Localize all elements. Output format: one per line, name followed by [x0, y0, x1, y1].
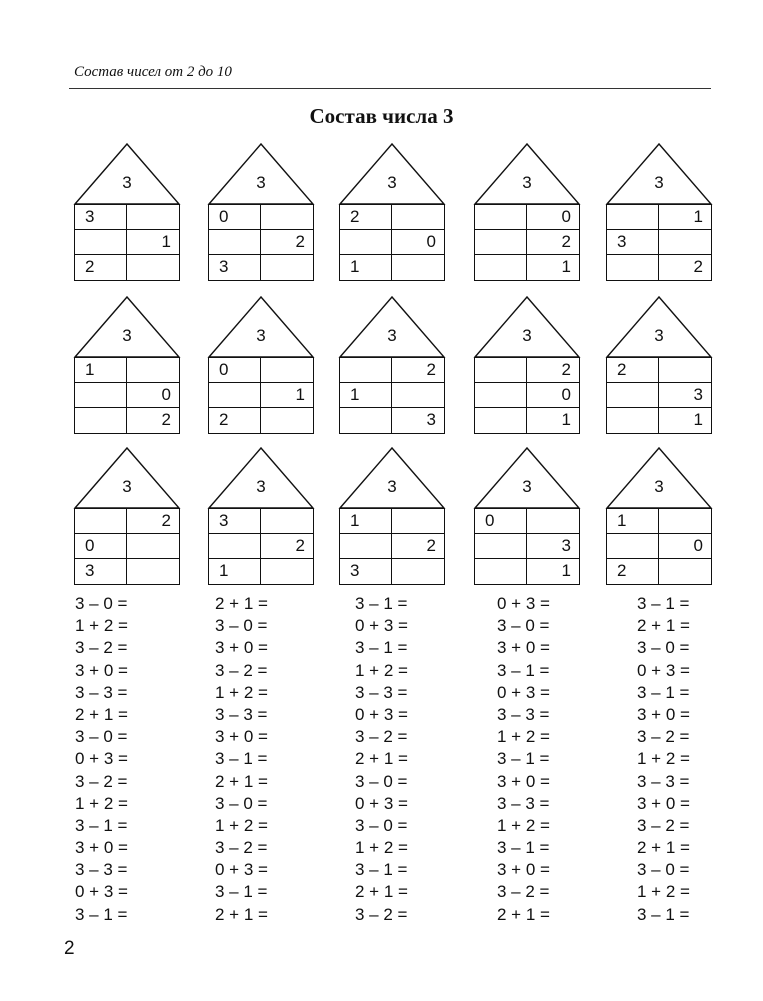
cell-value: 0	[561, 207, 571, 226]
exercise-item: 3 – 1 =	[75, 815, 128, 835]
house-cell-right[interactable]	[127, 230, 179, 255]
house-cell-left[interactable]	[475, 559, 527, 584]
exercise-item: 3 – 3 =	[497, 704, 550, 724]
exercise-item: 2 + 1 =	[215, 904, 268, 924]
house-cell-right[interactable]	[261, 205, 313, 230]
house-floors	[339, 508, 445, 585]
exercise-item: 3 – 0 =	[355, 771, 408, 791]
house	[606, 296, 712, 432]
house-cell-left[interactable]	[209, 230, 261, 255]
house-cell-left[interactable]	[607, 255, 659, 280]
house-cell-left[interactable]	[607, 509, 659, 534]
house-cell-left[interactable]	[340, 509, 392, 534]
house-cell-right[interactable]	[127, 408, 179, 433]
exercise-item: 3 – 0 =	[75, 727, 128, 747]
cell-value: 2	[350, 207, 360, 226]
exercise-item: 0 + 3 =	[215, 860, 268, 880]
exercise-item: 1 + 2 =	[637, 882, 690, 902]
exercise-item: 1 + 2 =	[637, 749, 690, 769]
house-cell-right[interactable]	[392, 509, 444, 534]
house-cell-right[interactable]	[127, 358, 179, 383]
exercise-item: 2 + 1 =	[355, 882, 408, 902]
house-floors	[606, 508, 712, 585]
cell-value: 1	[295, 385, 305, 404]
house-cell-left[interactable]	[475, 383, 527, 408]
cell-value: 0	[693, 536, 703, 555]
cell-value: 2	[219, 410, 229, 429]
house-cell-right[interactable]	[527, 230, 579, 255]
cell-value: 1	[85, 360, 95, 379]
house-cell-right[interactable]	[392, 383, 444, 408]
house-cell-right[interactable]	[659, 358, 711, 383]
house	[606, 143, 712, 279]
cell-value: 3	[693, 385, 703, 404]
house-cell-right[interactable]	[261, 534, 313, 559]
exercise-item: 1 + 2 =	[497, 727, 550, 747]
house-cell-right[interactable]	[527, 559, 579, 584]
house-cell-left[interactable]	[209, 383, 261, 408]
cell-value: 2	[161, 511, 171, 530]
exercise-item: 3 – 1 =	[75, 904, 128, 924]
exercise-item: 3 – 2 =	[215, 838, 268, 858]
house-cell-left[interactable]	[607, 408, 659, 433]
house-floors	[474, 204, 580, 281]
house-cell-right[interactable]	[659, 383, 711, 408]
page-number: 2	[64, 938, 75, 959]
house-cell-left[interactable]	[75, 509, 127, 534]
roof-number: 3	[256, 326, 266, 345]
house-cell-right[interactable]	[127, 205, 179, 230]
exercise-item: 3 – 0 =	[355, 815, 408, 835]
running-header: Состав чисел от 2 до 10	[74, 64, 232, 80]
house-cell-left[interactable]	[75, 408, 127, 433]
cell-value: 1	[693, 207, 703, 226]
exercise-item: 0 + 3 =	[355, 704, 408, 724]
exercise-item: 2 + 1 =	[637, 838, 690, 858]
exercise-item: 3 + 0 =	[497, 771, 550, 791]
exercise-item: 3 – 3 =	[355, 682, 408, 702]
cell-value: 1	[561, 257, 571, 276]
house-cell-right[interactable]	[527, 534, 579, 559]
exercise-item: 3 – 3 =	[497, 793, 550, 813]
exercise-item: 0 + 3 =	[497, 594, 550, 613]
house-cell-left[interactable]	[607, 358, 659, 383]
exercise-item: 0 + 3 =	[75, 882, 128, 902]
exercise-item: 2 + 1 =	[215, 594, 268, 613]
exercise-item: 2 + 1 =	[355, 749, 408, 769]
house-cell-right[interactable]	[659, 408, 711, 433]
cell-value: 0	[219, 360, 229, 379]
house-cell-right[interactable]	[127, 509, 179, 534]
roof-number: 3	[387, 477, 397, 496]
house-cell-right[interactable]	[127, 383, 179, 408]
exercise-item: 0 + 3 =	[497, 682, 550, 702]
cell-value: 3	[85, 207, 95, 226]
house-cell-right[interactable]	[127, 559, 179, 584]
house-cell-right[interactable]	[392, 230, 444, 255]
roof-number: 3	[522, 173, 532, 192]
roof-number: 3	[522, 477, 532, 496]
house-cell-left[interactable]	[475, 205, 527, 230]
cell-value: 3	[561, 536, 571, 555]
cell-value: 2	[561, 360, 571, 379]
cell-value: 2	[295, 232, 305, 251]
exercise-item: 3 – 2 =	[355, 904, 408, 924]
cell-value: 1	[561, 561, 571, 580]
house-cell-left[interactable]	[607, 383, 659, 408]
house-cell-left[interactable]	[209, 358, 261, 383]
house	[339, 447, 445, 583]
exercise-item: 2 + 1 =	[497, 904, 550, 924]
house-floors	[208, 357, 314, 434]
exercise-item: 1 + 2 =	[75, 793, 128, 813]
exercise-item: 3 – 1 =	[637, 682, 690, 702]
cell-value: 2	[426, 536, 436, 555]
house-cell-right[interactable]	[127, 255, 179, 280]
house-cell-right[interactable]	[261, 509, 313, 534]
house-cell-right[interactable]	[527, 255, 579, 280]
house-cell-left[interactable]	[209, 509, 261, 534]
exercise-item: 3 – 0 =	[75, 594, 128, 613]
cell-value: 2	[426, 360, 436, 379]
exercise-item: 3 – 1 =	[215, 882, 268, 902]
exercise-item: 3 – 1 =	[355, 638, 408, 658]
house	[74, 296, 180, 432]
house-cell-left[interactable]	[340, 255, 392, 280]
exercise-item: 1 + 2 =	[75, 616, 128, 636]
house-cell-left[interactable]	[209, 255, 261, 280]
exercise-item: 3 – 3 =	[637, 771, 690, 791]
house-cell-right[interactable]	[659, 534, 711, 559]
cell-value: 3	[85, 561, 95, 580]
house-cell-left[interactable]	[340, 408, 392, 433]
cell-value: 3	[426, 410, 436, 429]
house-floors	[606, 204, 712, 281]
cell-value: 1	[561, 410, 571, 429]
roof-number: 3	[387, 173, 397, 192]
house-cell-left[interactable]	[209, 534, 261, 559]
house-cell-left[interactable]	[475, 509, 527, 534]
cell-value: 0	[161, 385, 171, 404]
house-cell-right[interactable]	[261, 408, 313, 433]
house	[474, 296, 580, 432]
house-cell-left[interactable]	[475, 358, 527, 383]
cell-value: 2	[617, 360, 627, 379]
house-cell-left[interactable]	[475, 534, 527, 559]
exercise-item: 3 – 2 =	[497, 882, 550, 902]
house-cell-right[interactable]	[527, 205, 579, 230]
roof-number: 3	[654, 173, 664, 192]
house-cell-left[interactable]	[209, 408, 261, 433]
house-cell-right[interactable]	[659, 509, 711, 534]
house-cell-left[interactable]	[475, 255, 527, 280]
exercise-item: 3 – 2 =	[637, 727, 690, 747]
cell-value: 0	[485, 511, 495, 530]
exercise-item: 3 – 0 =	[215, 616, 268, 636]
exercise-item: 0 + 3 =	[355, 616, 408, 636]
house-cell-left[interactable]	[340, 358, 392, 383]
house	[74, 143, 180, 279]
house-cell-left[interactable]	[75, 358, 127, 383]
house-cell-left[interactable]	[340, 559, 392, 584]
cell-value: 0	[85, 536, 95, 555]
house-cell-left[interactable]	[75, 255, 127, 280]
cell-value: 2	[693, 257, 703, 276]
house-cell-right[interactable]	[659, 205, 711, 230]
exercise-item: 1 + 2 =	[355, 660, 408, 680]
house-floors	[208, 508, 314, 585]
exercise-item: 3 + 0 =	[215, 638, 268, 658]
house-cell-left[interactable]	[75, 559, 127, 584]
house-floors	[474, 508, 580, 585]
house-cell-left[interactable]	[340, 230, 392, 255]
house	[606, 447, 712, 583]
house-cell-left[interactable]	[340, 534, 392, 559]
cell-value: 2	[295, 536, 305, 555]
house-cell-right[interactable]	[659, 230, 711, 255]
house-cell-left[interactable]	[607, 205, 659, 230]
exercise-item: 3 + 0 =	[497, 638, 550, 658]
house-cell-right[interactable]	[527, 358, 579, 383]
house-cell-left[interactable]	[75, 383, 127, 408]
exercise-item: 3 – 2 =	[75, 771, 128, 791]
house-floors	[606, 357, 712, 434]
house-cell-left[interactable]	[209, 559, 261, 584]
exercise-column	[497, 593, 550, 926]
exercise-item: 2 + 1 =	[215, 771, 268, 791]
exercise-item: 3 – 2 =	[75, 638, 128, 658]
cell-value: 1	[693, 410, 703, 429]
house-cell-right[interactable]	[527, 509, 579, 534]
house	[339, 143, 445, 279]
roof-number: 3	[387, 326, 397, 345]
cell-value: 3	[617, 232, 627, 251]
exercise-item: 3 – 3 =	[215, 704, 268, 724]
exercise-item: 3 – 0 =	[497, 616, 550, 636]
house	[474, 143, 580, 279]
exercise-item: 0 + 3 =	[637, 660, 690, 680]
roof-number: 3	[256, 173, 266, 192]
house-floors	[339, 204, 445, 281]
cell-value: 2	[85, 257, 95, 276]
exercise-item: 3 + 0 =	[215, 727, 268, 747]
exercise-item: 3 – 2 =	[215, 660, 268, 680]
exercise-column	[355, 593, 408, 926]
exercise-item: 1 + 2 =	[215, 815, 268, 835]
house-cell-right[interactable]	[659, 559, 711, 584]
roof-number: 3	[122, 477, 132, 496]
header-rule	[69, 88, 711, 89]
house	[74, 447, 180, 583]
exercise-item: 3 + 0 =	[75, 838, 128, 858]
exercise-item: 3 – 3 =	[75, 860, 128, 880]
house-cell-left[interactable]	[75, 230, 127, 255]
exercise-item: 3 – 1 =	[497, 749, 550, 769]
exercise-column	[637, 593, 690, 926]
exercise-item: 3 – 1 =	[355, 594, 408, 613]
exercise-item: 3 – 1 =	[637, 904, 690, 924]
page-title: Состав числа 3	[309, 104, 454, 128]
house-cell-right[interactable]	[392, 205, 444, 230]
exercise-column	[75, 593, 128, 926]
cell-value: 1	[617, 511, 627, 530]
exercise-item: 3 + 0 =	[637, 704, 690, 724]
exercise-column	[215, 593, 268, 926]
exercise-item: 3 + 0 =	[497, 860, 550, 880]
cell-value: 1	[350, 511, 360, 530]
house-floors	[339, 357, 445, 434]
exercise-item: 2 + 1 =	[75, 704, 128, 724]
exercise-item: 3 – 0 =	[637, 638, 690, 658]
exercise-item: 3 – 1 =	[497, 838, 550, 858]
roof-number: 3	[122, 173, 132, 192]
house-floors	[208, 204, 314, 281]
house-cell-left[interactable]	[209, 205, 261, 230]
house-cell-left[interactable]	[607, 230, 659, 255]
exercise-item: 3 – 0 =	[637, 860, 690, 880]
roof-number: 3	[122, 326, 132, 345]
house-floors	[474, 357, 580, 434]
house-cell-left[interactable]	[475, 230, 527, 255]
exercise-item: 3 + 0 =	[75, 660, 128, 680]
house-floors	[74, 204, 180, 281]
cell-value: 3	[219, 511, 229, 530]
house-cell-left[interactable]	[75, 534, 127, 559]
exercise-item: 1 + 2 =	[497, 815, 550, 835]
house-cell-right[interactable]	[261, 559, 313, 584]
cell-value: 1	[219, 561, 229, 580]
exercise-item: 3 – 1 =	[637, 594, 690, 613]
roof-number: 3	[256, 477, 266, 496]
house-floors	[74, 357, 180, 434]
cell-value: 3	[350, 561, 360, 580]
house-cell-right[interactable]	[659, 255, 711, 280]
house-cell-right[interactable]	[261, 358, 313, 383]
cell-value: 0	[426, 232, 436, 251]
house-cell-left[interactable]	[607, 559, 659, 584]
house-cell-right[interactable]	[392, 559, 444, 584]
house-cell-left[interactable]	[340, 205, 392, 230]
cell-value: 2	[561, 232, 571, 251]
house	[208, 143, 314, 279]
house-cell-right[interactable]	[261, 230, 313, 255]
exercise-item: 3 – 0 =	[215, 793, 268, 813]
house-cell-right[interactable]	[392, 408, 444, 433]
house-cell-left[interactable]	[607, 534, 659, 559]
house-cell-right[interactable]	[392, 358, 444, 383]
cell-value: 1	[350, 257, 360, 276]
house-cell-right[interactable]	[392, 255, 444, 280]
exercise-item: 3 – 1 =	[215, 749, 268, 769]
exercise-item: 3 – 3 =	[75, 682, 128, 702]
house-cell-right[interactable]	[392, 534, 444, 559]
exercise-item: 1 + 2 =	[215, 682, 268, 702]
house-floors	[74, 508, 180, 585]
house	[208, 447, 314, 583]
exercise-item: 2 + 1 =	[637, 616, 690, 636]
exercise-item: 1 + 2 =	[355, 838, 408, 858]
cell-value: 1	[350, 385, 360, 404]
exercise-item: 0 + 3 =	[75, 749, 128, 769]
house-cell-left[interactable]	[475, 408, 527, 433]
house	[339, 296, 445, 432]
cell-value: 2	[617, 561, 627, 580]
cell-value: 0	[561, 385, 571, 404]
exercise-item: 3 – 2 =	[637, 815, 690, 835]
exercise-item: 3 + 0 =	[637, 793, 690, 813]
roof-number: 3	[654, 326, 664, 345]
house-cell-left[interactable]	[75, 205, 127, 230]
exercise-item: 3 – 1 =	[497, 660, 550, 680]
house-cell-left[interactable]	[340, 383, 392, 408]
house-cell-right[interactable]	[127, 534, 179, 559]
exercise-item: 0 + 3 =	[355, 793, 408, 813]
roof-number: 3	[522, 326, 532, 345]
house	[208, 296, 314, 432]
roof-number: 3	[654, 477, 664, 496]
cell-value: 3	[219, 257, 229, 276]
house	[474, 447, 580, 583]
house-cell-right[interactable]	[261, 383, 313, 408]
house-cell-right[interactable]	[527, 383, 579, 408]
house-cell-right[interactable]	[261, 255, 313, 280]
exercise-item: 3 – 2 =	[355, 727, 408, 747]
cell-value: 1	[161, 232, 171, 251]
house-cell-right[interactable]	[527, 408, 579, 433]
cell-value: 2	[161, 410, 171, 429]
cell-value: 0	[219, 207, 229, 226]
exercise-item: 3 – 1 =	[355, 860, 408, 880]
